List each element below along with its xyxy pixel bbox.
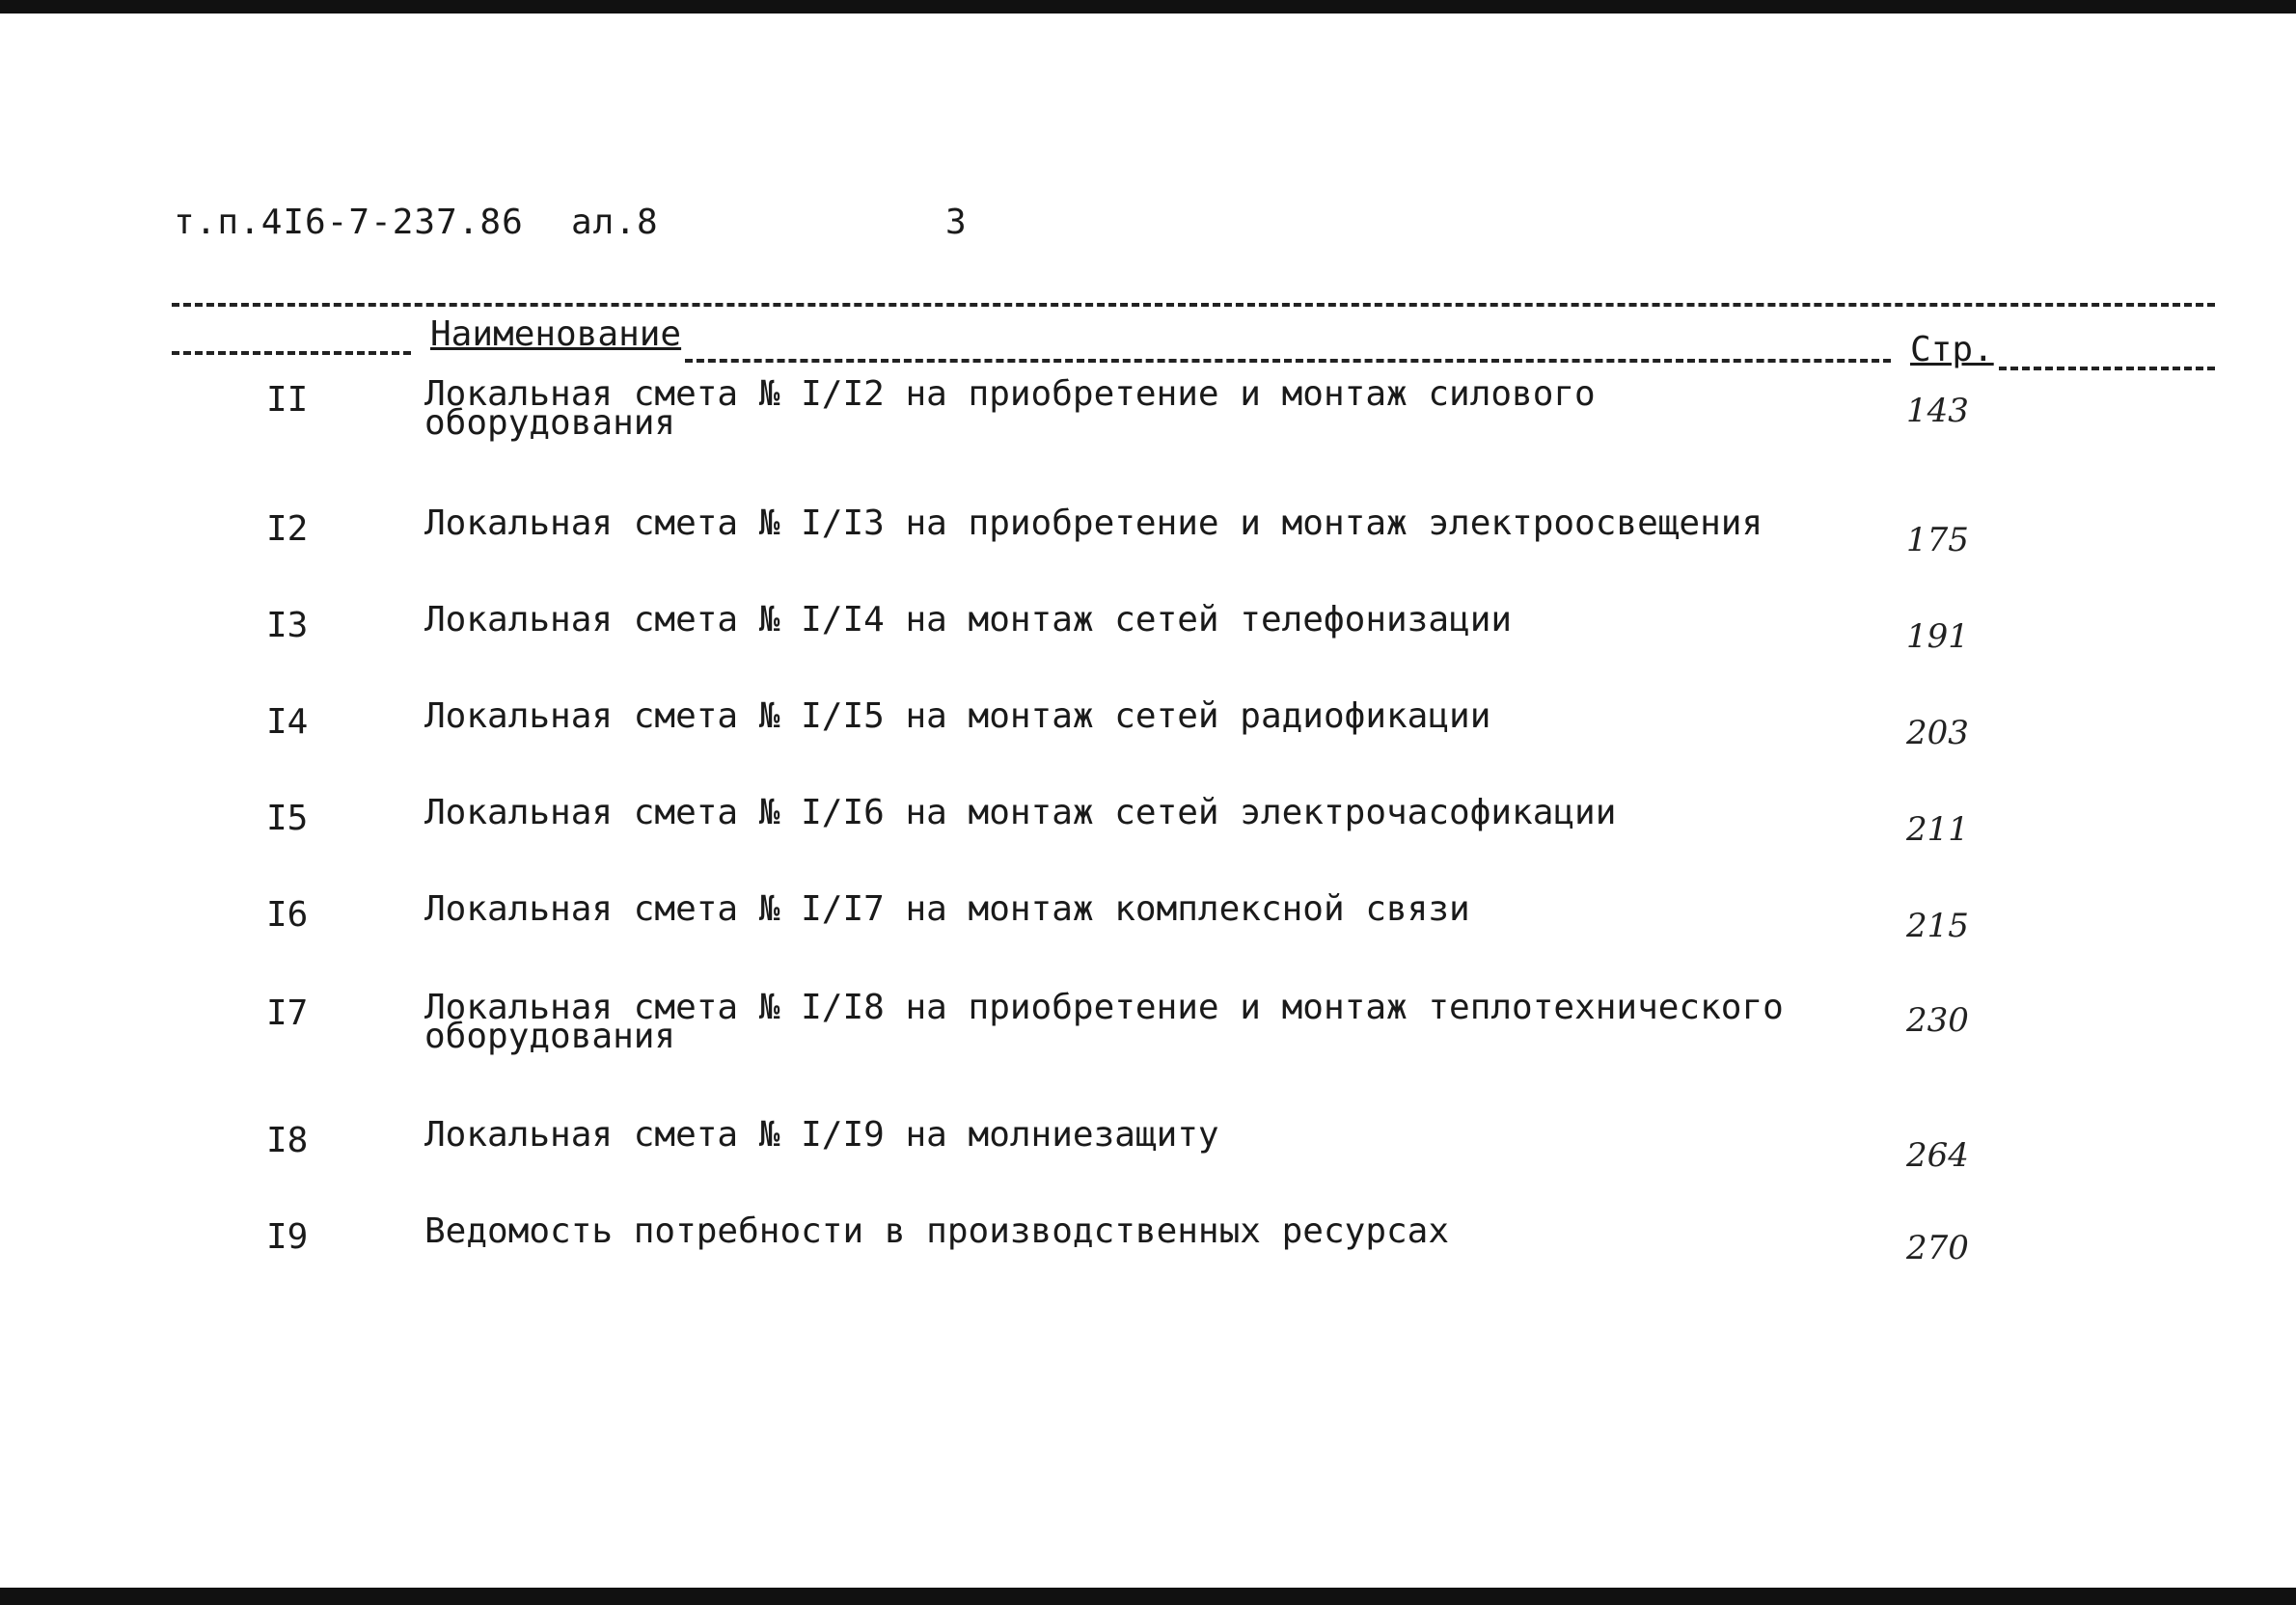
row-number: I4 <box>266 702 309 742</box>
row-number: I9 <box>266 1217 309 1257</box>
header-divider-top <box>172 303 2215 307</box>
column-header-page: Стр. <box>1910 330 1994 369</box>
row-page: 211 <box>1906 810 1969 849</box>
row-page: 143 <box>1906 392 1969 430</box>
row-page: 215 <box>1906 907 1969 945</box>
document-code: т.п.4I6-7-237.86 <box>174 203 524 242</box>
row-page: 191 <box>1906 617 1969 656</box>
row-page: 230 <box>1906 1001 1969 1040</box>
row-number: I5 <box>266 799 309 838</box>
row-number: I6 <box>266 895 309 935</box>
row-name: Локальная смета № I/I6 на монтаж сетей электрочасофикации <box>424 793 1617 832</box>
row-number: I2 <box>266 509 309 549</box>
sheet-label: ал.8 <box>571 203 659 242</box>
scan-bottom-border <box>0 1588 2296 1605</box>
row-name: Локальная смета № I/I7 на монтаж комплексной связи <box>424 889 1470 929</box>
page-number: 3 <box>945 203 968 242</box>
row-name: Локальная смета № I/I3 на приобретение и монтаж электроосвещения <box>424 503 1763 543</box>
row-number: II <box>266 380 309 420</box>
row-page: 175 <box>1906 521 1969 559</box>
row-number: I8 <box>266 1121 309 1160</box>
row-number: I3 <box>266 606 309 645</box>
row-page: 264 <box>1906 1136 1969 1175</box>
header-divider-bottom <box>1999 367 2215 370</box>
row-page: 270 <box>1906 1229 1969 1267</box>
row-name: Локальная смета № I/I8 на приобретение и монтаж теплотехнического оборудования <box>424 988 1784 1056</box>
row-number: I7 <box>266 993 309 1033</box>
row-name: Локальная смета № I/I2 на приобретение и монтаж силового оборудования <box>424 374 1596 443</box>
scan-top-border <box>0 0 2296 14</box>
column-header-name: Наименование <box>430 314 682 354</box>
header-divider-bottom <box>685 359 1891 363</box>
row-name: Локальная смета № I/I4 на монтаж сетей телефонизации <box>424 600 1513 639</box>
row-name: Локальная смета № I/I5 на монтаж сетей радиофикации <box>424 696 1491 736</box>
header-divider-bottom <box>172 351 411 355</box>
row-name: Ведомость потребности в производственных ресурсах <box>424 1211 1450 1251</box>
row-page: 203 <box>1906 714 1969 752</box>
row-name: Локальная смета № I/I9 на молниезащиту <box>424 1115 1219 1155</box>
